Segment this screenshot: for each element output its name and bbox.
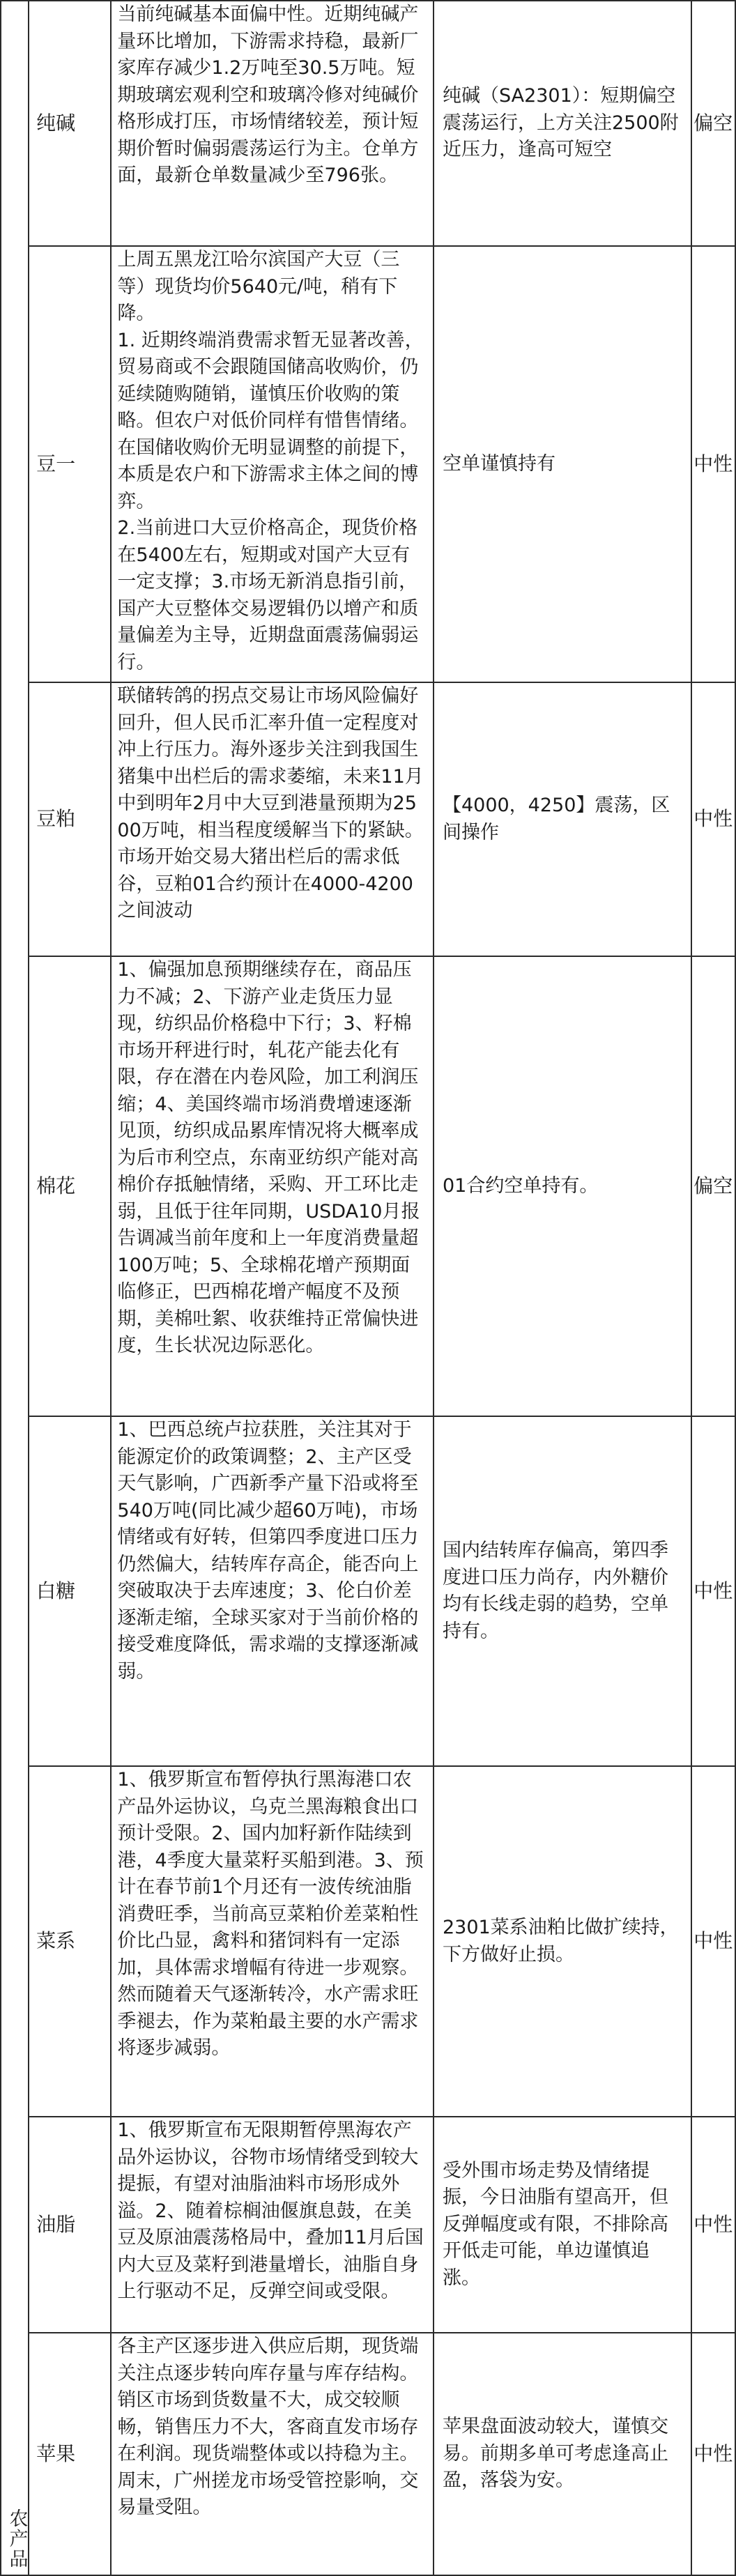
analysis-cell xyxy=(111,246,434,682)
strategy-text: 【4000，4250】震荡，区间操作 xyxy=(434,682,691,956)
analysis-text: 上周五黑龙江哈尔滨国产大豆（三等）现货均价5640元/吨，稍有下降。 xyxy=(117,249,400,324)
view-label: 偏空 xyxy=(691,956,735,1416)
analysis-text: 1. 近期终端消费需求暂无显著改善，贸易商或不会跟随国储高收购价，仍延续随购随销，谨慎压价收购的策略。但农户对低价同样有惜售情绪。在国储收购价无明显调整的前提下，本质是农户和下游需求主体之间的博弈。 xyxy=(117,329,424,512)
analysis-cell xyxy=(111,2333,434,2575)
commodity-name: 油脂 xyxy=(29,2117,111,2333)
view-label: 中性 xyxy=(691,2117,735,2333)
analysis-text: 1、俄罗斯宣布无限期暂停黑海农产品外运协议，谷物市场情绪受到较大提振，有望对油脂油料市场形成外溢。2、随着棕榈油偃旗息鼓，在美豆及原油震荡格局中，叠加11月后国内大豆及菜籽到港量增长，油脂自身上行驱动不足，反弹空间或受限。 xyxy=(117,2119,424,2302)
strategy-text: 空单谨慎持有 xyxy=(434,246,691,682)
table-row xyxy=(1,2117,735,2333)
strategy-text: 受外围市场走势及情绪提振，今日油脂有望高开，但反弹幅度或有限，不排除高开低走可能，单边谨慎追涨。 xyxy=(434,2117,691,2333)
commodity-name: 棉花 xyxy=(29,956,111,1416)
table-row xyxy=(1,1766,735,2117)
analysis-cell xyxy=(111,2117,434,2333)
commodity-name: 苹果 xyxy=(29,2333,111,2575)
strategy-text: 2301菜系油粕比做扩续持，下方做好止损。 xyxy=(434,1766,691,2117)
table-row xyxy=(1,682,735,956)
commodity-name: 纯碱 xyxy=(29,1,111,246)
analysis-text: 当前纯碱基本面偏中性。近期纯碱产量环比增加，下游需求持稳，最新厂家库存减少1.2万吨至30.5万吨。短期玻璃宏观利空和玻璃冷修对纯碱价格形成打压，市场情绪较差，预计短期价暂时偏弱震荡运行为主。仓单方面，最新仓单数量减少至796张。 xyxy=(117,3,419,186)
analysis-text: 1、俄罗斯宣布暂停执行黑海港口农产品外运协议，乌克兰黑海粮食出口预计受限。2、国内加籽新作陆续到港，4季度大量菜籽买船到港。3、预计在春节前1个月还有一波传统油脂消费旺季，当前高豆菜粕价差菜粕性价比凸显，禽料和猪饲料有一定添加，具体需求增幅有待进一步观察。然而随着天气逐渐转冷，水产需求旺季褪去，作为菜粕最主要的水产需求将逐步减弱。 xyxy=(117,1769,424,2059)
analysis-text: 1、巴西总统卢拉获胜，关注其对于能源定价的政策调整；2、主产区受天气影响，广西新季产量下沿或将至540万吨(同比减少超60万吨)，市场情绪或有好转，但第四季度进口压力仍然偏大，结转库存高企，能否向上突破取决于去库速度；3、伦白价差逐渐走缩，全球买家对于当前价格的接受难度降低，需求端的支撑逐渐减弱。 xyxy=(117,1419,419,1682)
strategy-text: 01合约空单持有。 xyxy=(434,956,691,1416)
commodity-name: 豆一 xyxy=(29,246,111,682)
analysis-text: 2.当前进口大豆价格高企，现货价格在5400左右，短期或对国产大豆有一定支撑；3.市场无新消息指引前，国产大豆整体交易逻辑仍以增产和质量偏差为主导，近期盘面震荡偏弱运行。 xyxy=(117,517,419,673)
view-label: 中性 xyxy=(691,682,735,956)
view-label: 中性 xyxy=(691,1416,735,1766)
view-label: 偏空 xyxy=(691,1,735,246)
category-label: 农产品 xyxy=(6,2508,28,2569)
table-row xyxy=(1,956,735,1416)
table-row xyxy=(1,2333,735,2575)
analysis-text: 联储转鸽的拐点交易让市场风险偏好回升，但人民币汇率升值一定程度对冲上行压力。海外逐步关注到我国生猪集中出栏后的需求萎缩，未来11月中到明年2月中大豆到港量预期为2500万吨，相当程度缓解当下的紧缺。市场开始交易大猪出栏后的需求低谷，豆粕01合约预计在4000-4200之间波动 xyxy=(117,685,424,921)
table-row xyxy=(1,246,735,682)
commodity-name: 白糖 xyxy=(29,1416,111,1766)
commodity-name: 菜系 xyxy=(29,1766,111,2117)
category-cell xyxy=(1,1,29,2575)
table-row xyxy=(1,1416,735,1766)
view-label: 中性 xyxy=(691,246,735,682)
analysis-cell xyxy=(111,1766,434,2117)
commodity-name: 豆粕 xyxy=(29,682,111,956)
analysis-text: 1、偏强加息预期继续存在，商品压力不减；2、下游产业走货压力显现，纺织品价格稳中下行；3、籽棉市场开秤进行时，轧花产能去化有限，存在潜在内卷风险，加工利润压缩；4、美国终端市场消费增速逐渐见顶，纺织成品累库情况将大概率成为后市利空点，东南亚纺织产能对高棉价存抵触情绪，采购、开工环比走弱，且低于往年同期，USDA10月报告调减当前年度和上一年度消费量超100万吨；5、全球棉花增产预期面临修正，巴西棉花增产幅度不及预期，美棉吐絮、收获维持正常偏快进度，生长状况边际恶化。 xyxy=(117,959,420,1356)
analysis-cell xyxy=(111,956,434,1416)
table-row xyxy=(1,1,735,246)
analysis-text: 各主产区逐步进入供应后期，现货端关注点逐步转向库存量与库存结构。销区市场到货数量不大，成交较顺畅，销售压力不大，客商直发市场存在利润。现货端整体或以持稳为主。周末，广州搓龙市场受管控影响，交易量受阻。 xyxy=(117,2336,419,2518)
analysis-cell xyxy=(111,1,434,246)
analysis-cell xyxy=(111,1416,434,1766)
strategy-text: 纯碱（SA2301）：短期偏空震荡运行，上方关注2500附近压力，逢高可短空 xyxy=(434,1,691,246)
view-label: 中性 xyxy=(691,1766,735,2117)
strategy-text: 国内结转库存偏高，第四季度进口压力尚存，内外糖价均有长线走弱的趋势，空单持有。 xyxy=(434,1416,691,1766)
strategy-text: 苹果盘面波动较大，谨慎交易。前期多单可考虑逢高止盈，落袋为安。 xyxy=(434,2333,691,2575)
analysis-cell xyxy=(111,682,434,956)
view-label: 中性 xyxy=(691,2333,735,2575)
